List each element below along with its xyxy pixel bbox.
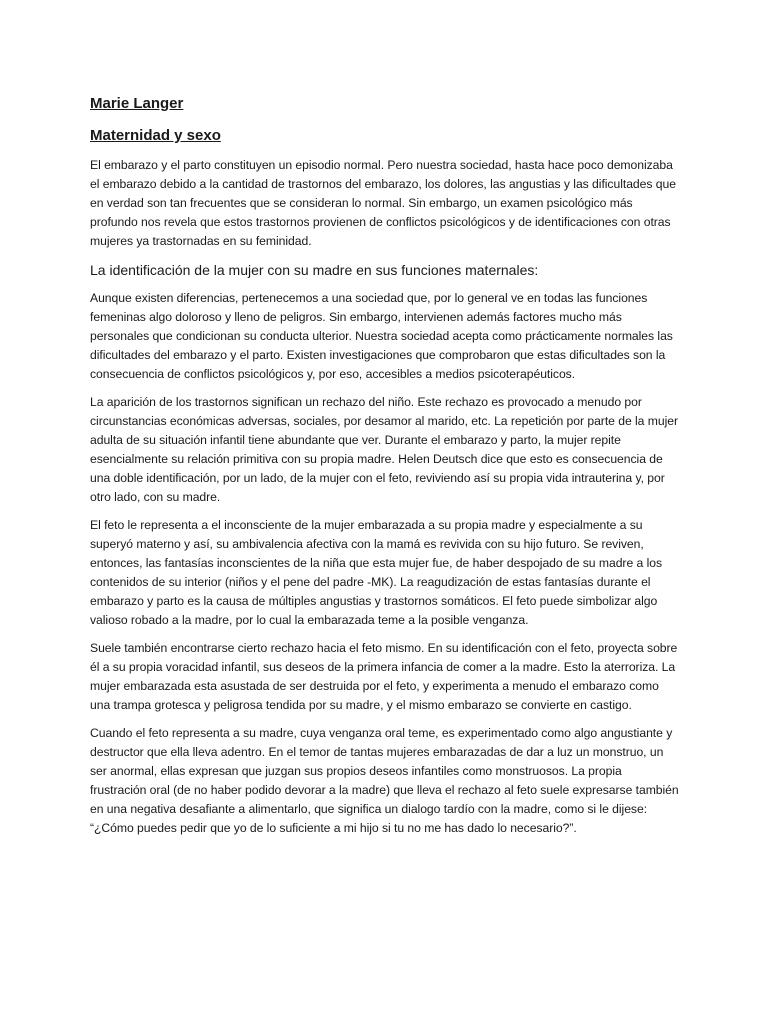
author-heading: Marie Langer [90,95,184,112]
body-paragraph-5: Cuando el feto representa a su madre, cuya venganza oral teme, es experimentado como algo angustiante y destructor que ella lleva adentro. En el temor de tantas mujeres embarazadas de dar a luz un monstruo, un ser anormal, ellas expresan que juzgan sus propios deseos infantiles como monstruosos. La propia frustración oral (de no haber podido devorar a la madre) que lleva el rechazo al feto suele expresarse también en una negativa desafiante a alimentarlo, que significa un dialogo tardío con la madre, como si le dijese: “¿Cómo puedes pedir que yo de lo suficiente a mi hijo si tu no me has dado lo necesario?”. [90,726,679,835]
body-paragraph-4: Suele también encontrarse cierto rechazo hacia el feto mismo. En su identificación con el feto, proyecta sobre él a su propia voracidad infantil, sus deseos de la primera infancia de comer a la madre. Esto la aterroriza. La mujer embarazada esta asustada de ser destruida por el feto, y experimenta a menudo el embarazo como una trampa grotesca y peligrosa tendida por su madre, y el mismo embarazo se convierte en castigo. [90,641,678,712]
section-heading: La identificación de la mujer con su madre en sus funciones maternales: [90,262,539,278]
body-paragraph-1: Aunque existen diferencias, pertenecemos a una sociedad que, por lo general ve en todas las funciones femeninas algo doloroso y lleno de peligros. Sin embargo, intervienen además factores mucho más personales que condicionan su conducta ulterior. Nuestra sociedad acepta como prácticamente normales las dificultades del embarazo y el parto. Existen investigaciones que comprobaron que estas dificultades son la consecuencia de conflictos psicológicos y, por eso, accesibles a medios psicoterapéuticos. [90,291,673,381]
document-title: Maternidad y sexo [90,127,221,144]
body-paragraph-2: La aparición de los trastornos significan un rechazo del niño. Este rechazo es provocado a menudo por circunstancias económicas adversas, sociales, por desamor al marido, etc. La repetición por parte de la mujer adulta de su situación infantil tiene abundante que ver. Durante el embarazo y parto, la mujer repite esencialmente su relación primitiva con su propia madre. Helen Deutsch dice que esto es consecuencia de una doble identificación, por un lado, de la mujer con el feto, reviviendo así su propia vida intrauterina y, por otro lado, con su madre. [90,395,678,504]
intro-paragraph: El embarazo y el parto constituyen un episodio normal. Pero nuestra sociedad, hasta hace poco demonizaba el embarazo debido a la cantidad de trastornos del embarazo, los dolores, las angustias y las dificultades que en verdad son tan frecuentes que se consideran lo normal. Sin embargo, un examen psicológico más profundo nos revela que estos trastornos provienen de conflictos psicológicos y de identificaciones con otras mujeres ya trastornadas en su feminidad. [90,158,676,248]
body-paragraph-3: El feto le representa a el inconsciente de la mujer embarazada a su propia madre y especialmente a su superyó materno y así, su ambivalencia afectiva con la mamá es revivida con su hijo futuro. Se reviven, entonces, las fantasías inconscientes de la niña que esta mujer fue, de haber despojado de su madre a los contenidos de su interior (niños y el pene del padre -MK). La reagudización de estas fantasías durante el embarazo y parto es la causa de múltiples angustias y trastornos somáticos. El feto puede simbolizar algo valioso robado a la madre, por lo cual la embarazada teme a la posible venganza. [90,518,662,627]
document-page [90,94,680,847]
